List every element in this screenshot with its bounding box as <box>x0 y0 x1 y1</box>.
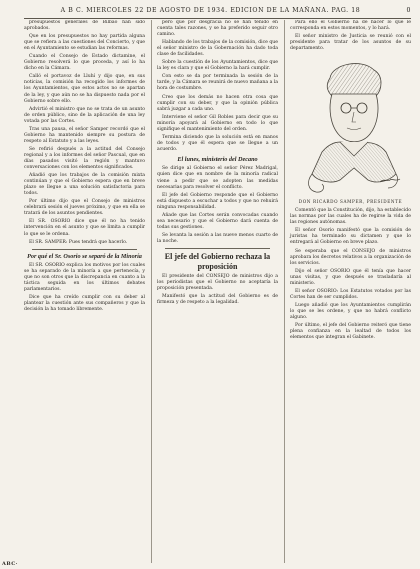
portrait-caricature <box>292 56 410 196</box>
article-paragraph: Termina diciendo que la solución está en manos de todos y que él espera que se llegue a un acuerdo. <box>157 134 278 152</box>
article-paragraph: Dice que ha creído cumplir con su deber al plantear la cuestión ante sus compañeros y que la decisión la ha tomado libremente. <box>24 295 145 313</box>
article-paragraph: Sobre la cuestión de los Ayuntamientos, dice que la ley es clara y que el Gobierno la hará cumplir. <box>157 60 278 72</box>
column-3 <box>284 20 411 563</box>
binding-edge <box>3 20 13 563</box>
divider <box>32 249 137 250</box>
article-paragraph: Dijo el señor OSORIO que él tenía que hacer unas visitas, y que después se trasladaría al ministerio. <box>290 268 411 286</box>
article-paragraph: Hablando de los trabajos de la comisión, dice que el señor ministro de la Gobernación ha dado toda clase de facilidades. <box>157 40 278 58</box>
article-paragraph: Para ello el Gobierno ha de hacer lo que le corresponda en estos momentos, y lo hará. <box>290 20 411 32</box>
section-heading: Por qué el Sr. Osorio se separó de la Minoría <box>27 252 142 260</box>
article-paragraph: Añadió que los trabajos de la comisión mixta continúan y que el Gobierno espera que en breve plazo se llegue a una solución satisfactoria para todos. <box>24 173 145 197</box>
article-paragraph: Manifestó que la actitud del Gobierno es de firmeza y de respeto a la legalidad. <box>157 294 278 306</box>
section-heading: El lunes, ministerio del Decano <box>177 155 258 163</box>
article-paragraph: El señor Osorio manifestó que la comisión de juristas ha terminado su dictamen y que lo entregará al Gobierno en breve plazo. <box>290 228 411 246</box>
divider <box>165 248 270 249</box>
article-paragraph: Se levanta la sesión a las nueve menos cuarto de la noche. <box>157 232 278 244</box>
portrait-caption: DON RICARDO SAMPER, PRESIDENTE <box>298 199 403 205</box>
article-paragraph: El presidente del CONSEJO de ministros dijo a los periodistas que el Gobierno no aceptaría la proposición presentada. <box>157 274 278 292</box>
article-paragraph: Que en los presupuestos no hay partida alguna que se refiera a las cuestiones del Concierto, y que en el Ayuntamiento se estudian las reformas. <box>24 34 145 52</box>
article-paragraph: pero que por desgracia no se han tenido en cuenta tales razones, y se ha preferido seguir otro camino. <box>157 20 278 38</box>
page-header <box>24 5 411 19</box>
article-paragraph: Comentó que la Constitución, dijo, ha establecido las normas por las cuales ha de regirse la vida de las regiones autónomas. <box>290 208 411 226</box>
article-paragraph: Se refirió después a la actitud del Consejo regional y a los informes del señor Pascual, que en días pasados visitó la región y mantuvo conversaciones con los elementos significados. <box>24 146 145 171</box>
article-paragraph: Se dirige al Gobierno el señor Pérez Madrigal, quien dice que en nombre de la minoría radical viene a pedir que se adopten las medidas necesarias para resolver el conflicto. <box>157 166 278 190</box>
footer-mark: ABC· <box>2 561 18 567</box>
page-number: 0 <box>406 7 411 14</box>
article-paragraph: Calló el portavoz de Lluhí y dijo que, en sus noticias, la comisión ha recogido los informes de los Ayuntamientos, que estos actos no se apartan de la ley, y que aún no se ha dispuesto nada por el Gobierno sobre ello. <box>24 74 145 104</box>
columns <box>24 20 411 563</box>
article-paragraph: Cuando el Consejo de Estado dictamine, el Gobierno resolverá lo que proceda, y así lo ha dicho en la Cámara. <box>24 54 145 72</box>
article-paragraph: Con esto se da por terminada la sesión de la tarde, y la Cámara se reunirá de nuevo mañana a la hora de costumbre. <box>157 74 278 92</box>
article-paragraph: presupuestos generales de Bilbao han sido aprobados. <box>24 20 145 32</box>
portrait-drawing <box>292 56 410 196</box>
article-paragraph: El jefe del Gobierno responde que el Gobierno está dispuesto a escuchar a todos y que no rehuirá ninguna responsabilidad. <box>157 192 278 210</box>
article-paragraph: El señor ministro de Justicia se reunió con el presidente para tratar de los asuntos de su departamento. <box>290 34 411 52</box>
article-paragraph: Por último dijo que el Consejo de ministros celebrará sesión el jueves próximo, y que en ella se tratará de los asuntos pendientes. <box>24 199 145 217</box>
article-paragraph: El SR. SAMPER: Pues tendrá que hacerlo. <box>29 239 128 245</box>
section-heading: El jefe del Gobierno rechaza la proposición <box>164 252 271 271</box>
article-paragraph: El SR. OSORIO dice que él no ha tenido intervención en el asunto y que se limita a cumplir lo que se le ordena. <box>24 219 145 237</box>
column-2 <box>151 20 278 563</box>
header-title: A B C. MIERCOLES 22 DE AGOSTO DE 1934. EDICION DE LA MAÑANA. PAG. 18 <box>60 7 361 14</box>
article-paragraph: El señor OSORIO: Los Estatutos votados por las Cortes han de ser cumplidos. <box>290 288 411 300</box>
article-paragraph: Tras una pausa, el señor Samper recordó que el Gobierno ha mantenido siempre su postura de respeto al Estatuto y a las leyes. <box>24 126 145 144</box>
article-paragraph: Se esperaba que el CONSEJO de ministros aprobara los decretos relativos a la organización de los servicios. <box>290 248 411 266</box>
article-paragraph: Advirtió el ministro que no se trata de un asunto de orden público, sino de la aplicación de una ley votada por las Cortes. <box>24 106 145 124</box>
article-paragraph: Añade que las Cortes serán convocadas cuando sea necesario y que el Gobierno dará cuenta de todas sus gestiones. <box>157 212 278 230</box>
article-paragraph: Por último, el jefe del Gobierno reiteró que tiene plena confianza en la lealtad de todos los elementos que integran el Gabinete. <box>290 323 411 341</box>
column-1 <box>24 20 145 563</box>
article-paragraph: Creo que los demás no hacen otra cosa que cumplir con su deber, y que la opinión pública sabrá juzgar a cada uno. <box>157 94 278 112</box>
article-paragraph: Luego añadió que los Ayuntamientos cumplirán lo que se les ordene, y que no habrá conflicto alguno. <box>290 302 411 320</box>
article-paragraph: El SR. OSORIO explica los motivos por los cuales se ha separado de la minoría a que pertenecía, y que no son otros que la discrepancia en cuanto a la táctica seguida en los últimos debates parlamentarios. <box>24 263 145 293</box>
article-paragraph: Interviene el señor Gil Robles para decir que su minoría apoyará al Gobierno en todo lo que signifique el mantenimiento del orden. <box>157 114 278 132</box>
